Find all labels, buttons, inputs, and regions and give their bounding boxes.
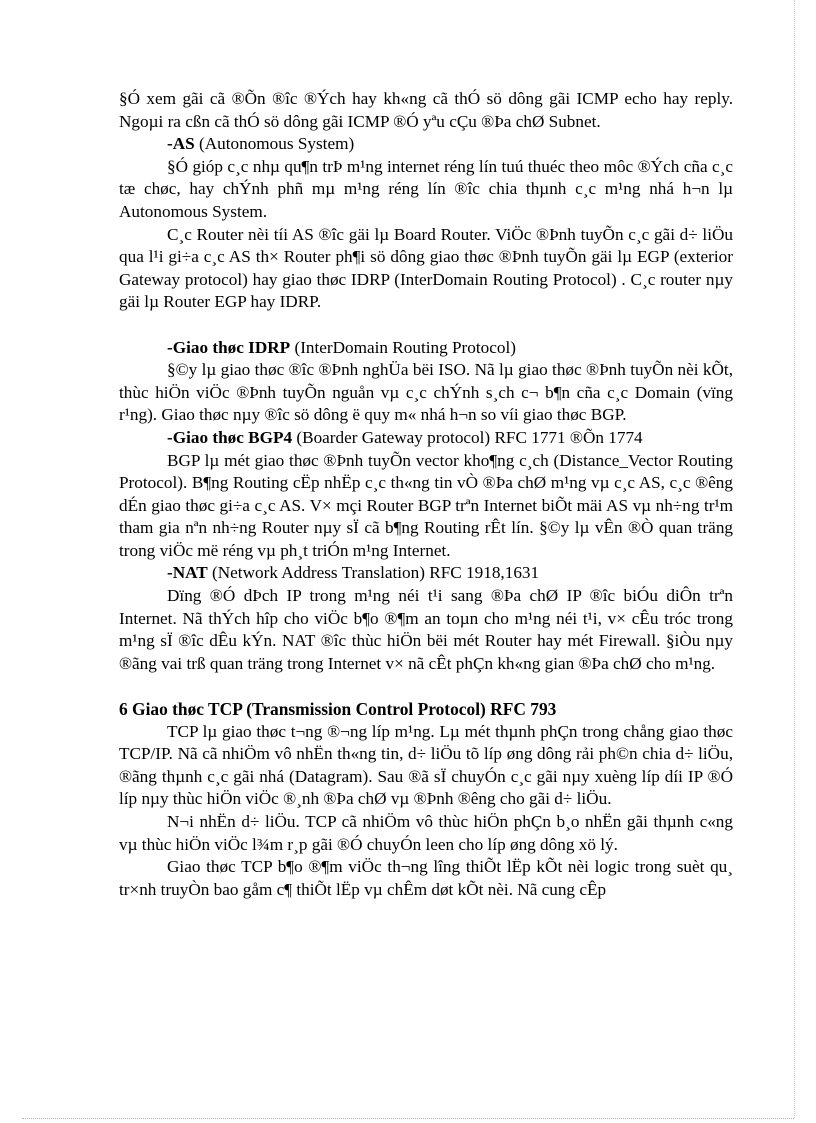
paragraph-nat: Dïng ®Ó dÞch IP trong m¹ng néi t¹i sang ®Þa chØ IP ®îc biÓu diÔn trªn Internet. Nã thÝch hîp cho viÖc b¶o ®¶m an toµn cho m¹ng néi t¹i, v× cÊu tróc trong m¹ng sÏ ®îc dÊu kÝn. NAT ®îc thùc hiÖn bëi mét Router hay mét Firewall. §iÒu nµy ®ãng vai trß quan träng trong Internet v× nã cÊt phÇn kh«ng gian ®Þa chØ cho m¹ng.	[119, 586, 733, 673]
paragraph-icmp: §Ó xem gãi cã ®Õn ®îc ®Ých hay kh«ng cã thÓ sö dông gãi ICMP echo hay reply. Ngoµi ra cßn cã thÓ sö dông gãi ICMP ®Ó yªu cÇu ®Þa chØ Subnet.	[119, 89, 733, 131]
blank-line	[119, 675, 733, 698]
heading-bgp4-label: -Giao thøc BGP4	[167, 427, 293, 447]
heading-as	[119, 133, 733, 156]
paragraph-tcp-connection: Giao thøc TCP b¶o ®¶m viÖc th¬ng lîng thiÕt lËp kÕt nèi logic trong suèt qu¸ tr×nh truyÒn bao gåm c¶ thiÕt lËp vµ chÊm døt kÕt nèi. Nã cung cÊp	[119, 857, 733, 899]
paragraph-tcp-intro: TCP lµ giao thøc t¬ng ®¬ng líp m¹ng. Lµ mét thµnh phÇn trong chång giao thøc TCP/IP. Nã cã nhiÖm vô nhËn th«ng tin, d÷ liÖu tõ líp øng dông rải ph©n chia d÷ liÖu, ®ãng thµnh c¸c gãi nhá (Datagram). Sau ®ã sÏ chuyÓn c¸c gãi nµy xuèng líp díi IP ®Ó líp nµy thùc hiÖn viÖc ®¸nh ®Þa chØ vµ ®Þnh ®êng cho gãi d÷ liÖu.	[119, 721, 733, 809]
paragraph-bgp: BGP lµ mét giao thøc ®Þnh tuyÕn vector kho¶ng c¸ch (Distance_Vector Routing Protocol). B¶ng Routing cËp nhËp c¸c th«ng tin vÒ ®Þa chØ m¹ng vµ c¸c AS, c¸c ®êng dÉn giao thøc gi÷a c¸c AS. V× mçi Router BGP trªn Internet biÕt mäi AS vµ nh÷ng tr¹m tham gia nªn nh÷ng Router nµy sÏ cã b¶ng Routing rÊt lín. §©y lµ vÊn ®Ò quan träng trong viÖc më réng vµ ph¸t triÓn m¹ng Internet.	[119, 450, 733, 560]
paragraph-idrp: §©y lµ giao thøc ®îc ®Þnh nghÜa bëi ISO. Nã lµ giao thøc ®Þnh tuyÕn nèi kÕt, thùc hiÖn viÖc ®Þnh tuyÕn nguån vµ c¸c chÝnh s¸ch c¬ b¶n cña c¸c Domain (vïng r¹ng). Giao thøc nµy ®îc sö dông ë quy m« nhá h¬n so víi giao thøc BGP.	[119, 360, 733, 425]
heading-nat-title: (Network Address Translation) RFC 1918,1631	[207, 563, 540, 583]
page-bottom-border	[22, 1118, 794, 1119]
heading-idrp-title: (InterDomain Routing Protocol)	[290, 337, 516, 357]
document-body	[119, 88, 733, 901]
paragraph-as-description: §Ó gióp c¸c nhµ qu¶n trÞ m¹ng internet réng lín tuú thuéc theo môc ®Ých cña c¸c tæ chøc, hay chÝnh phñ mµ m¹ng réng lín ®îc chia thµnh c¸c m¹ng nhá h¬n lµ Autonomous System.	[119, 156, 733, 221]
heading-idrp	[119, 337, 733, 360]
heading-nat	[119, 562, 733, 585]
heading-bgp4	[119, 427, 733, 450]
section-heading-tcp: 6 Giao thøc TCP (Transmission Control Protocol) RFC 793	[119, 699, 557, 720]
heading-idrp-label: -Giao thøc IDRP	[167, 337, 291, 357]
paragraph-tcp-receive: N¬i nhËn d÷ liÖu. TCP cã nhiÖm vô thùc hiÖn phÇn b¸o nhËn gãi thµnh c«ng vµ thùc hiÖn viÖc l¾m r¸p gãi ®Ó chuyÓn leen cho líp øng dông xö lý.	[119, 812, 733, 854]
paragraph-board-router: C¸c Router nèi tíi AS ®îc gäi lµ Board Router. ViÖc ®Þnh tuyÕn c¸c gãi d÷ liÖu qua l¹i gi÷a c¸c AS th× Router ph¶i sö dông giao thøc ®Þnh tuyÕn gäi lµ EGP (exterior Gateway protocol) hay giao thøc IDRP (InterDomain Routing Protocol) . C¸c router nµy gäi lµ Router EGP hay IDRP.	[119, 224, 733, 312]
heading-as-label: -AS	[167, 134, 195, 154]
heading-as-title: (Autonomous System)	[194, 134, 355, 154]
heading-bgp4-title: (Boarder Gateway protocol) RFC 1771 ®Õn 1774	[292, 427, 643, 447]
heading-nat-label: -NAT	[167, 563, 208, 583]
page-right-border	[794, 0, 795, 1118]
blank-line	[119, 314, 733, 337]
